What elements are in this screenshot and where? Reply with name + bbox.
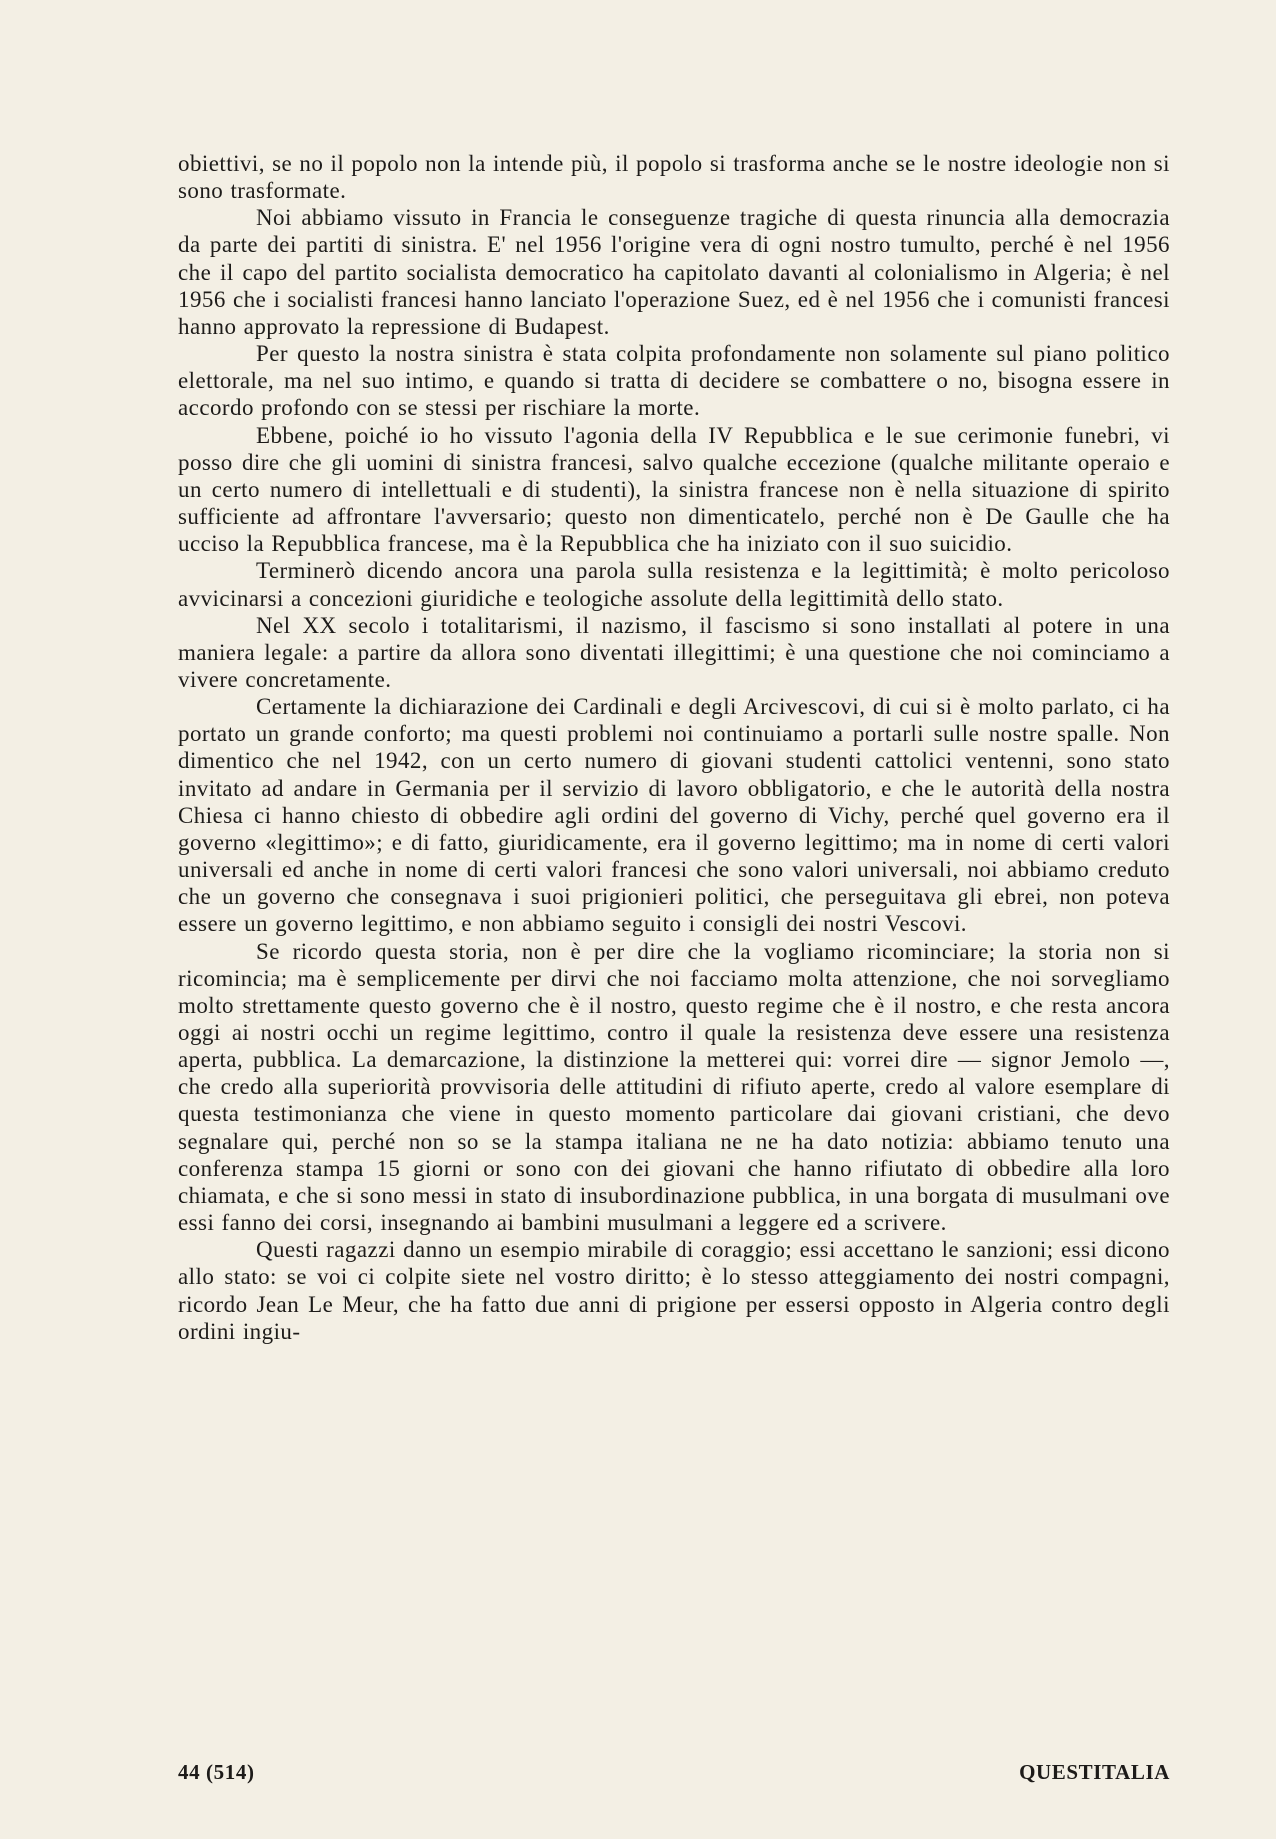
paragraph-5: Terminerò dicendo ancora una parola sulla resistenza e la legittimità; è molto pericoloso avvicinarsi a concezioni giuridiche e teologiche assolute della legittimità dello stato. [178, 558, 1170, 611]
paragraph-1: obiettivi, se no il popolo non la intende più, il popolo si trasforma anche se le nostre ideologie non si sono trasformate. [178, 151, 1170, 204]
page-body [178, 150, 1170, 1345]
paragraph-6: Nel XX secolo i totalitarismi, il nazismo, il fascismo si sono installati al potere in una maniera legale: a partire da allora sono diventati illegittimi; è una questione che noi cominciamo a vivere concretamente. [178, 612, 1170, 692]
paragraph-3: Per questo la nostra sinistra è stata colpita profondamente non solamente sul piano politico elettorale, ma nel suo intimo, e quando si tratta di decidere se combattere o no, bisogna essere in accordo profondo con se stessi per rischiare la morte. [178, 341, 1170, 421]
paragraph-9: Questi ragazzi danno un esempio mirabile di coraggio; essi accettano le sanzioni; essi dicono allo stato: se voi ci colpite siete nel vostro diritto; è lo stesso atteggiamento dei nostri compagni, ricordo Jean Le Meur, che ha fatto due anni di prigione per essersi opposto in Algeria contro degli ordini ingiu- [178, 1237, 1170, 1344]
journal-name: QUESTITALIA [1019, 1760, 1170, 1784]
page-number: 44 (514) [178, 1760, 255, 1784]
paragraph-7: Certamente la dichiarazione dei Cardinali e degli Arcivescovi, di cui si è molto parlato, ci ha portato un grande conforto; ma questi problemi noi continuiamo a portarli sulle nostre spalle. Non dimentico che nel 1942, con un certo numero di giovani studenti cattolici ventenni, sono stato invitato ad andare in Germania per il servizio di lavoro obbligatorio, e che le autorità della nostra Chiesa ci hanno chiesto di obbedire agli ordini del governo di Vichy, perché quel governo era il governo «legittimo»; e di fatto, giuridicamente, era il governo legittimo; ma in nome di certi valori universali ed anche in nome di certi valori francesi che sono valori universali, noi abbiamo creduto che un governo che consegnava i suoi prigionieri politici, che perseguitava gli ebrei, non poteva essere un governo legittimo, e non abbiamo seguito i consigli dei nostri Vescovi. [178, 694, 1170, 937]
page-footer [178, 1760, 1170, 1785]
paragraph-2: Noi abbiamo vissuto in Francia le conseguenze tragiche di questa rinuncia alla democrazia da parte dei partiti di sinistra. E' nel 1956 l'origine vera di ogni nostro tumulto, perché è nel 1956 che il capo del partito socialista democratico ha capitolato davanti al colonialismo in Algeria; è nel 1956 che i socialisti francesi hanno lanciato l'operazione Suez, ed è nel 1956 che i comunisti francesi hanno approvato la repressione di Budapest. [178, 205, 1170, 339]
paragraph-4: Ebbene, poiché io ho vissuto l'agonia della IV Repubblica e le sue cerimonie funebri, vi posso dire che gli uomini di sinistra francesi, salvo qualche eccezione (qualche militante operaio e un certo numero di intellettuali e di studenti), la sinistra francese non è nella situazione di spirito sufficiente ad affrontare l'avversario; questo non dimenticatelo, perché non è De Gaulle che ha ucciso la Repubblica francese, ma è la Repubblica che ha iniziato con il suo suicidio. [178, 422, 1170, 557]
paragraph-8: Se ricordo questa storia, non è per dire che la vogliamo ricominciare; la storia non si ricomincia; ma è semplicemente per dirvi che noi facciamo molta attenzione, che noi sorvegliamo molto strettamente questo governo che è il nostro, questo regime che è il nostro, e che resta ancora oggi ai nostri occhi un regime legittimo, contro il quale la resistenza deve essere una resistenza aperta, pubblica. La demarcazione, la distinzione la metterei qui: vorrei dire — signor Jemolo —, che credo alla superiorità provvisoria delle attitudini di rifiuto aperte, credo al valore esemplare di questa testimonianza che viene in questo momento particolare dai giovani cristiani, che devo segnalare qui, perché non so se la stampa italiana ne ne ha dato notizia: abbiamo tenuto una conferenza stampa 15 giorni or sono con dei giovani che hanno rifiutato di obbedire alla loro chiamata, e che si sono messi in stato di insubordinazione pubblica, in una borgata di musulmani ove essi fanno dei corsi, insegnando ai bambini musulmani a leggere ed a scrivere. [178, 938, 1170, 1236]
